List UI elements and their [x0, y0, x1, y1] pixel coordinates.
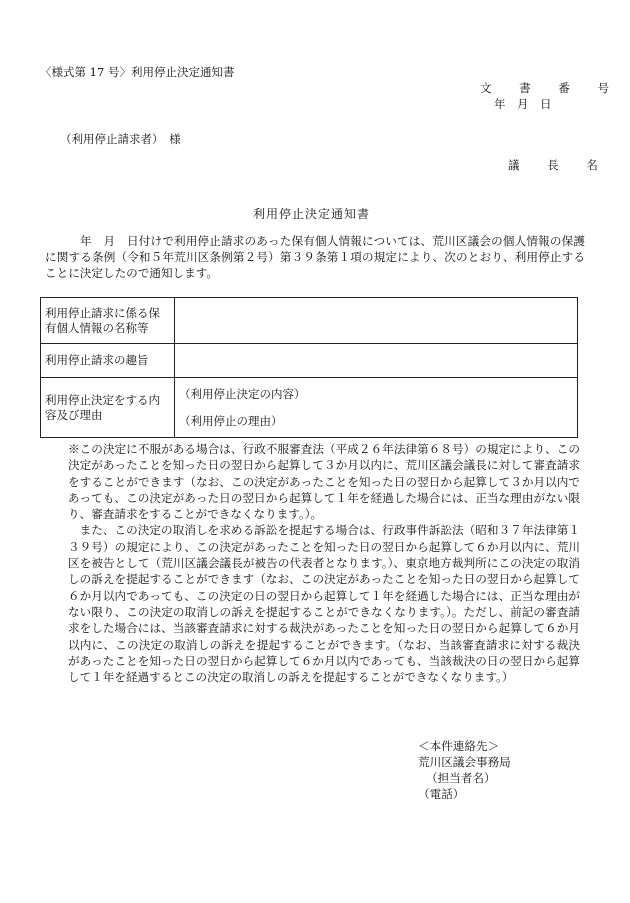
page-title: 利用停止決定通知書: [253, 207, 371, 221]
note-lawsuit: また、この決定の取消しを求める訴訟を提起する場合は、行政事件訴訟法（昭和３７年法律第１３９号）の規定により、この決定があったことを知った日の翌日から起算して６か月以内に、荒川区を被告として（荒川区議会議長が被告の代表者となります。）、東京地方裁判所にこの決定の取消しの訴えを提起することができます（なお、この決定があったことを知った日の翌日から起算して６か月以内であっても、この決定の日の翌日から起算して１年を経過した場合には、正当な理由がない限り、この決定の取消しの訴えを提起することができなくなります。）。ただし、前記の審査請求をした場合には、当該審査請求に対する裁決があったことを知った日の翌日から起算して６か月以内に、この決定の取消しの訴えを提起することができます。（なお、当該審査請求に対する裁決があったことを知った日の翌日から起算して６か月以内であっても、当該裁決の日の翌日から起算して１年を経過するとこの決定の取消しの訴えを提起することができなくなります。）: [68, 523, 580, 685]
decision-table: [40, 297, 578, 438]
table-row: [41, 344, 578, 378]
contact-heading: ＜本件連絡先＞: [418, 739, 500, 753]
recipient: （利用停止請求者） 様: [60, 132, 181, 146]
row-label-decision: 利用停止決定をする内容及び理由: [41, 378, 175, 438]
intro-paragraph: 年 月 日付けで利用停止請求のあった保有個人情報については、荒川区議会の個人情報の保護に関する条例（令和５年荒川区条例第２号）第３９条第１項の規定により、次のとおり、利用停止することに決定したので通知します。: [45, 234, 585, 280]
table-row: [41, 378, 578, 438]
row-value-decision: [175, 378, 578, 438]
contact-office: 荒川区議会事務局: [418, 755, 511, 769]
contact-person: （担当者名）: [426, 771, 496, 785]
row-value-request-purpose: [175, 344, 578, 378]
contact-phone: （電話）: [418, 787, 465, 801]
row-value-info-name: [175, 298, 578, 344]
table-row: [41, 298, 578, 344]
contact-block: [418, 738, 511, 802]
note-appeal: ※この決定に不服がある場合は、行政不服審査法（平成２６年法律第６８号）の規定により、この決定があったことを知った日の翌日から起算して３か月以内に、荒川区議会議長に対して審査請求をすることができます（なお、この決定があったことを知った日の翌日から起算して３か月以内であっても、この決定があった日の翌日から起算して１年を経過した場合には、正当な理由がない限り、審査請求をすることができなくなります。）。: [68, 442, 580, 522]
document-number: 文 書 番 号: [480, 81, 621, 95]
row-label-request-purpose: 利用停止請求の趣旨: [41, 344, 175, 378]
form-label: 〈様式第 17 号〉利用停止決定通知書: [40, 65, 235, 79]
row-label-info-name: 利用停止請求に係る保有個人情報の名称等: [41, 298, 175, 344]
decision-content-label: （利用停止決定の内容）: [179, 386, 306, 401]
sender-name: 議 長 名: [508, 158, 610, 172]
issue-date: 年 月 日: [494, 97, 552, 111]
notes-section: [68, 441, 580, 685]
decision-reason-label: （利用停止の理由）: [179, 413, 283, 428]
